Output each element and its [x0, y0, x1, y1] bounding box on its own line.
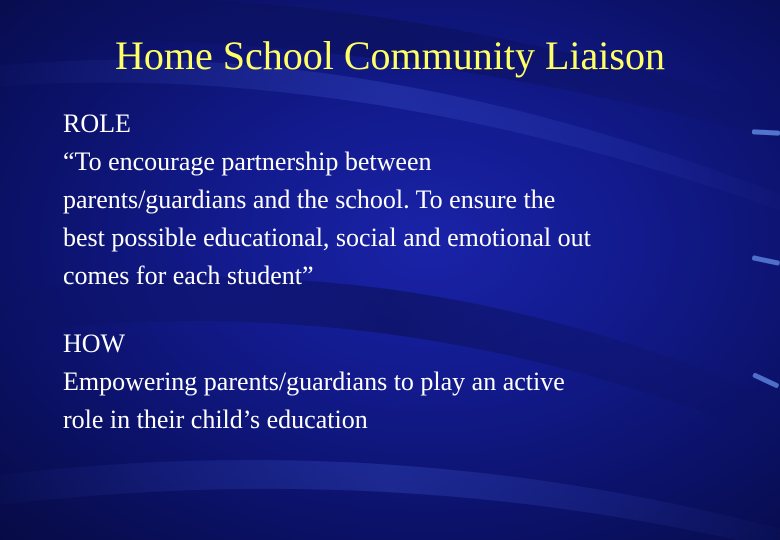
role-line-3: best possible educational, social and emotional out [63, 223, 591, 252]
section-spacer [63, 295, 743, 325]
role-line-2: parents/guardians and the school. To ensure the [63, 185, 556, 214]
slide-title: Home School Community Liaison [115, 33, 665, 78]
role-heading: ROLE [63, 109, 131, 138]
how-line-2: role in their child’s education [63, 405, 368, 434]
slide-body [63, 105, 743, 439]
role-line-1: “To encourage partnership between [63, 147, 432, 176]
swoosh-light-2 [0, 460, 780, 540]
role-line-4: comes for each student” [63, 261, 314, 290]
edge-highlight-3 [752, 372, 779, 388]
edge-highlight-2 [752, 255, 780, 266]
how-line-1: Empowering parents/guardians to play an active [63, 367, 565, 396]
how-heading: HOW [63, 329, 126, 358]
